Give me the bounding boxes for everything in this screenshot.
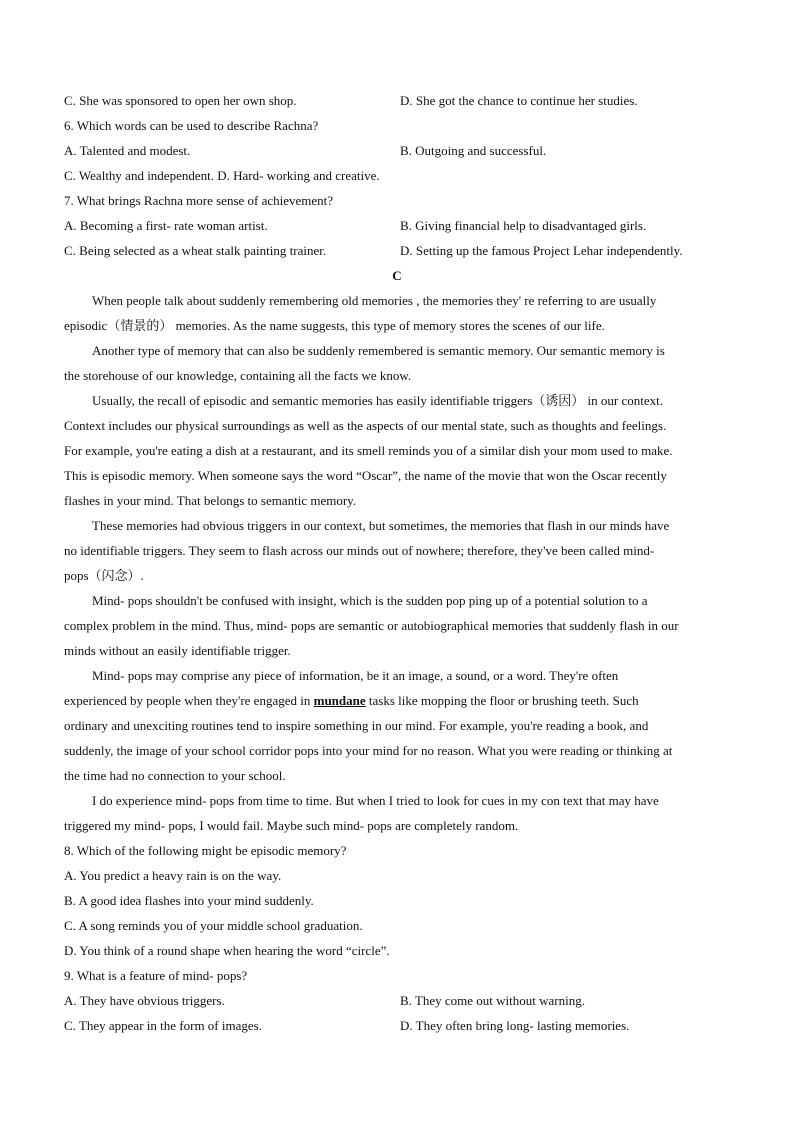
q6-option-b: B. Outgoing and successful. bbox=[400, 143, 547, 158]
passage-line: Usually, the recall of episodic and semantic memories has easily identifiable triggers（诱因） in our context. bbox=[92, 393, 663, 408]
section-heading: C bbox=[392, 268, 402, 283]
passage-line: Context includes our physical surroundings as well as the aspects of our mental state, such as thoughts and feelings. bbox=[64, 418, 667, 433]
passage-line: Mind- pops may comprise any piece of information, be it an image, a sound, or a word. They're often bbox=[92, 668, 619, 683]
passage bbox=[64, 288, 730, 838]
underlined-word: mundane bbox=[313, 693, 366, 708]
passage-line: Mind- pops shouldn't be confused with insight, which is the sudden pop ping up of a potential solution to a bbox=[92, 593, 648, 608]
passage-line: When people talk about suddenly remembering old memories , the memories they' re referring to are usually bbox=[92, 293, 657, 308]
passage-line: no identifiable triggers. They seem to flash across our minds out of nowhere; therefore, they've been called mind- bbox=[64, 543, 655, 558]
passage-line: This is episodic memory. When someone says the word “Oscar”, the name of the movie that won the Oscar recently bbox=[64, 468, 667, 483]
passage-line: episodic（情景的） memories. As the name suggests, this type of memory stores the scenes of our life. bbox=[64, 318, 605, 333]
q9-stem: 9. What is a feature of mind- pops? bbox=[64, 968, 248, 983]
q7-option-b: B. Giving financial help to disadvantaged girls. bbox=[400, 218, 647, 233]
q9-options-ab bbox=[64, 988, 730, 1013]
q8-stem: 8. Which of the following might be episodic memory? bbox=[64, 843, 347, 858]
q7-option-d: D. Setting up the famous Project Lehar independently. bbox=[400, 243, 683, 258]
q9-option-d: D. They often bring long- lasting memories. bbox=[400, 1018, 630, 1033]
q6-options-cd: C. Wealthy and independent. D. Hard- working and creative. bbox=[64, 168, 380, 183]
q7-stem: 7. What brings Rachna more sense of achievement? bbox=[64, 193, 334, 208]
q9-option-a: A. They have obvious triggers. bbox=[64, 993, 225, 1008]
q8-option-a: A. You predict a heavy rain is on the way. bbox=[64, 868, 282, 883]
q9-option-b: B. They come out without warning. bbox=[400, 993, 585, 1008]
q7-option-a: A. Becoming a first- rate woman artist. bbox=[64, 218, 268, 233]
q7-options-ab bbox=[64, 213, 730, 238]
passage-line: These memories had obvious triggers in our context, but sometimes, the memories that flash in our minds have bbox=[92, 518, 670, 533]
q7-option-c: C. Being selected as a wheat stalk painting trainer. bbox=[64, 243, 327, 258]
passage-line: For example, you're eating a dish at a restaurant, and its smell reminds you of a similar dish your mom used to make. bbox=[64, 443, 673, 458]
q7-options-cd bbox=[64, 238, 730, 263]
passage-line: the time had no connection to your school. bbox=[64, 768, 286, 783]
q5-options-cd bbox=[64, 88, 730, 113]
q5-option-c: C. She was sponsored to open her own shop. bbox=[64, 93, 297, 108]
q6-option-a: A. Talented and modest. bbox=[64, 143, 191, 158]
passage-text: experienced by people when they're engaged in bbox=[64, 693, 314, 708]
q8-option-b: B. A good idea flashes into your mind suddenly. bbox=[64, 893, 314, 908]
passage-line: I do experience mind- pops from time to time. But when I tried to look for cues in my con text that may have bbox=[92, 793, 659, 808]
passage-line: suddenly, the image of your school corridor pops into your mind for no reason. What you were reading or thinking at bbox=[64, 743, 673, 758]
page-content bbox=[64, 88, 730, 1038]
passage-line: Another type of memory that can also be suddenly remembered is semantic memory. Our semantic memory is bbox=[92, 343, 665, 358]
q6-options-ab bbox=[64, 138, 730, 163]
q8-option-d: D. You think of a round shape when hearing the word “circle”. bbox=[64, 943, 390, 958]
q6-stem: 6. Which words can be used to describe Rachna? bbox=[64, 118, 319, 133]
passage-line: flashes in your mind. That belongs to semantic memory. bbox=[64, 493, 357, 508]
passage-line: triggered my mind- pops, I would fail. Maybe such mind- pops are completely random. bbox=[64, 818, 519, 833]
q9-option-c: C. They appear in the form of images. bbox=[64, 1018, 262, 1033]
passage-text: tasks like mopping the floor or brushing teeth. Such bbox=[365, 693, 639, 708]
q8-option-c: C. A song reminds you of your middle school graduation. bbox=[64, 918, 363, 933]
passage-line bbox=[64, 688, 730, 713]
q5-option-d: D. She got the chance to continue her studies. bbox=[400, 93, 638, 108]
passage-line: pops（闪念）. bbox=[64, 568, 144, 583]
passage-line: minds without an easily identifiable trigger. bbox=[64, 643, 291, 658]
q9-options-cd bbox=[64, 1013, 730, 1038]
passage-line: complex problem in the mind. Thus, mind- pops are semantic or autobiographical memories that suddenly flash in our bbox=[64, 618, 679, 633]
passage-line: the storehouse of our knowledge, containing all the facts we know. bbox=[64, 368, 412, 383]
passage-line: ordinary and unexciting routines tend to inspire something in our mind. For example, you're reading a book, and bbox=[64, 718, 649, 733]
